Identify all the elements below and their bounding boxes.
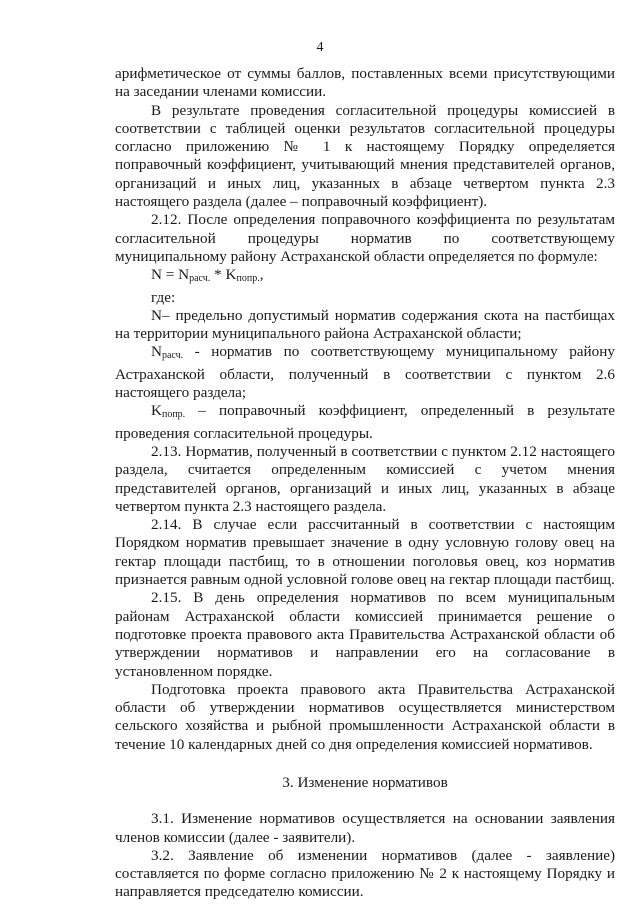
- formula-end: ,: [259, 266, 264, 284]
- paragraph-2-13: 2.13. Норматив, полученный в соответствии с пунктом 2.12 настоящего раздела, считается определенным комиссией с учетом мнения представителей органов, организаций и иных лиц, указанных в абзаце четвертом пункта 2.3 настоящего раздела.: [115, 442, 615, 515]
- paragraph-preparation: Подготовка проекта правового акта Правительства Астраханской области об утверждении нормативов осуществляется министерством сельского хозяйства и рыбной промышленности Астраханской области в течение 10 календарных дней со дня определения комиссией нормативов.: [115, 680, 615, 753]
- paragraph-2-12: 2.12. После определения поправочного коэффициента по результатам согласительной процедуры норматив по соответствующему муниципальному району Астраханской области определяется по формуле:: [115, 211, 615, 265]
- definition-n-rasch: [115, 343, 615, 402]
- paragraph-continuation: арифметическое от суммы баллов, поставленных всеми присутствующими на заседании членами комиссии.: [115, 65, 615, 101]
- formula-sub-rasch: расч.: [189, 273, 211, 285]
- paragraph-2-15: 2.15. В день определения нормативов по всем муниципальным районам Астраханской области комиссией принимается решение о подготовке проекта правового акта Правительства Астраханской области об утверждении нормативов и направлении его на согласование в установленном порядке.: [115, 589, 615, 680]
- formula-sub-popr: попр.: [236, 273, 260, 285]
- formula: [115, 266, 615, 288]
- n-rasch-text: - норматив по соответствующему муниципальному району Астраханской области, полученный в соответствии с пунктом 2.6 настоящего раздела;: [115, 343, 615, 402]
- paragraph-correction-coefficient: В результате проведения согласительной процедуры комиссией в соответствии с таблицей оценки результатов согласительной процедуры согласно приложению № 1 к настоящему Порядку определяется поправочный коэффициент, учитывающий мнения представителей органов, организаций и иных лиц, указанных в абзаце четвертом пункта 2.3 настоящего раздела (далее – поправочный коэффициент).: [115, 101, 615, 211]
- n-rasch-symbol: N: [151, 343, 162, 361]
- paragraph-2-14: 2.14. В случае если рассчитанный в соответствии с настоящим Порядком норматив превышает значение в одну условную голову овец на гектар площади пастбищ, то в отношении поголовья овец, коз норматив признается равным одной условной голове овец на гектар площади пастбищ.: [115, 516, 615, 589]
- paragraph-3-1: 3.1. Изменение нормативов осуществляется на основании заявления членов комиссии (далее - заявители).: [115, 810, 615, 846]
- page-number: 4: [316, 40, 324, 55]
- k-popr-text: – поправочный коэффициент, определенный в результате проведения согласительной процедуры.: [115, 402, 615, 442]
- k-popr-symbol: K: [151, 402, 162, 420]
- section-3-title: 3. Изменение нормативов: [282, 773, 448, 791]
- k-popr-subscript: попр.: [161, 409, 186, 421]
- definition-n: N– предельно допустимый норматив содержания скота на пастбищах на территории муниципального района Астраханской области;: [115, 306, 615, 343]
- formula-lhs: N = N: [151, 266, 190, 284]
- document-body: [115, 65, 615, 902]
- definition-k-popr: [115, 402, 615, 443]
- formula-mid: * K: [210, 266, 237, 284]
- paragraph-3-2: 3.2. Заявление об изменении нормативов (далее - заявление) составляется по форме согласно приложению № 2 к настоящему Порядку и направляется председателю комиссии.: [115, 846, 615, 901]
- where-label: где:: [151, 288, 176, 306]
- n-rasch-subscript: расч.: [161, 350, 184, 362]
